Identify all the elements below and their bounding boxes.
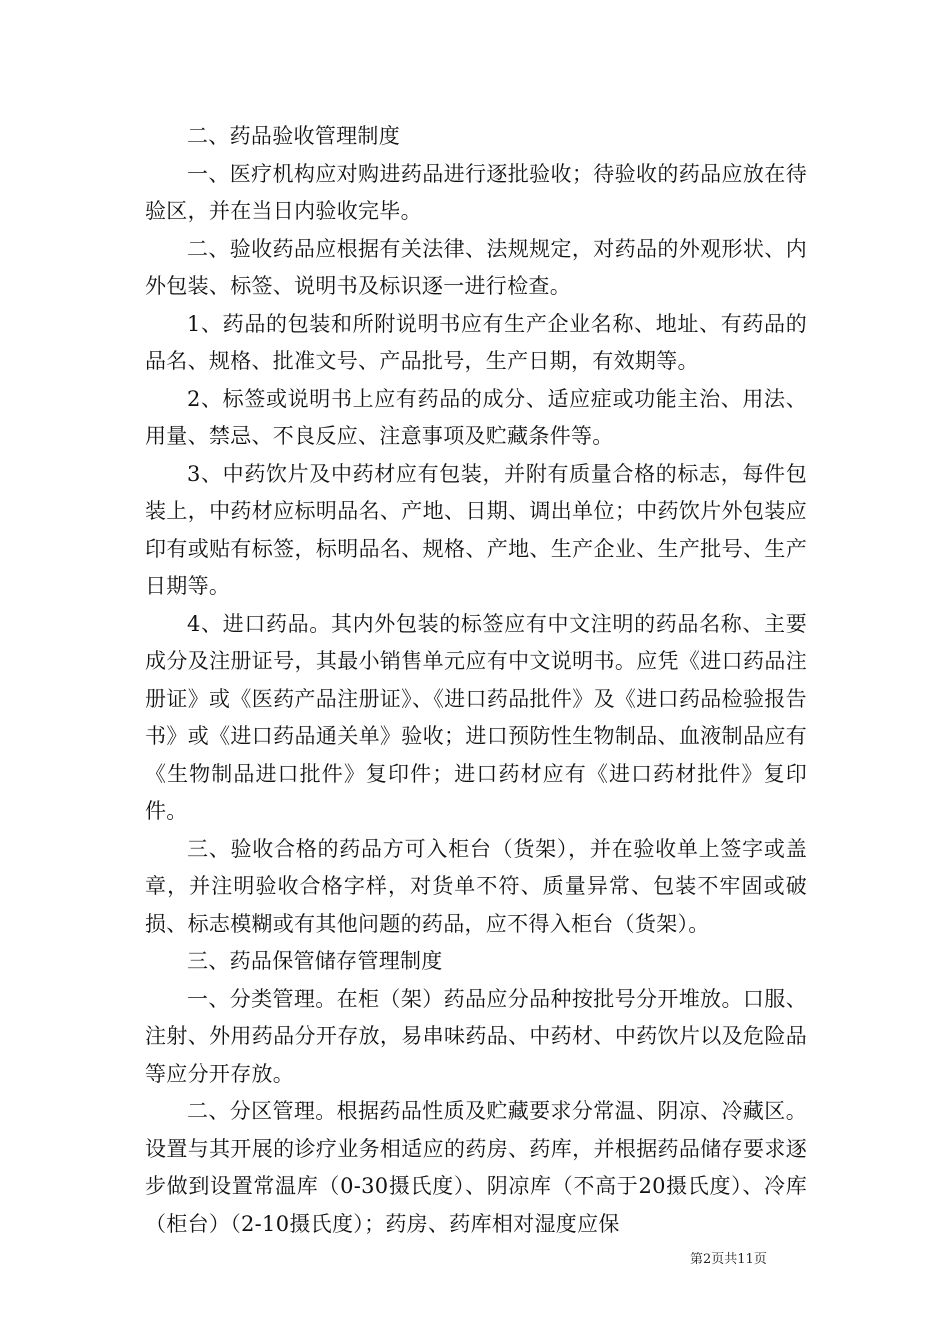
page-number-footer: 第2页共11页 <box>690 1252 767 1267</box>
paragraph-qualified-storage: 三、验收合格的药品方可入柜台（货架），并在验收单上签字或盖章，并注明验收合格字样，对货单不符、质量异常、包装不牢固或破损、标志模糊或有其他问题的药品，应不得入柜台（货架）。 <box>145 836 807 936</box>
paragraph-item-4-imported-drugs: 4、进口药品。其内外包装的标签应有中文注明的药品名称、主要成分及注册证号，其最小销售单元应有中文说明书。应凭《进口药品注册证》或《医药产品注册证》、《进口药品批件》及《进口药品检验报告书》或《进口药品通关单》验收；进口预防性生物制品、血液制品应有《生物制品进口批件》复印件；进口药材应有《进口药材批件》复印件。 <box>145 611 807 823</box>
paragraph-inspection-rules: 二、验收药品应根据有关法律、法规规定，对药品的外观形状、内外包装、标签、说明书及标识逐一进行检查。 <box>145 236 807 298</box>
paragraph-batch-acceptance: 一、医疗机构应对购进药品进行逐批验收；待验收的药品应放在待验区，并在当日内验收完毕。 <box>145 161 807 223</box>
section-heading-storage: 三、药品保管储存管理制度 <box>187 949 443 973</box>
paragraph-item-2-labels: 2、标签或说明书上应有药品的成分、适应症或功能主治、用法、用量、禁忌、不良反应、注意事项及贮藏条件等。 <box>145 386 807 448</box>
paragraph-item-3-chinese-medicine: 3、中药饮片及中药材应有包装，并附有质量合格的标志，每件包装上，中药材应标明品名、产地、日期、调出单位；中药饮片外包装应印有或贴有标签，标明品名、规格、产地、生产企业、生产批号、生产日期等。 <box>145 461 807 598</box>
document-body <box>145 118 807 1243</box>
paragraph-item-1-packaging: 1、药品的包装和所附说明书应有生产企业名称、地址、有药品的品名、规格、批准文号、产品批号，生产日期，有效期等。 <box>145 311 807 373</box>
section-heading-acceptance: 二、药品验收管理制度 <box>187 124 400 148</box>
paragraph-zone-management: 二、分区管理。根据药品性质及贮藏要求分常温、阴凉、冷藏区。设置与其开展的诊疗业务相适应的药房、药库，并根据药品储存要求逐步做到设置常温库（0-30摄氏度）、阴凉库（不高于20摄氏度）、冷库（柜台）（2-10摄氏度）；药房、药库相对湿度应保 <box>145 1099 807 1236</box>
paragraph-category-management: 一、分类管理。在柜（架）药品应分品种按批号分开堆放。口服、注射、外用药品分开存放，易串味药品、中药材、中药饮片以及危险品等应分开存放。 <box>145 986 807 1086</box>
